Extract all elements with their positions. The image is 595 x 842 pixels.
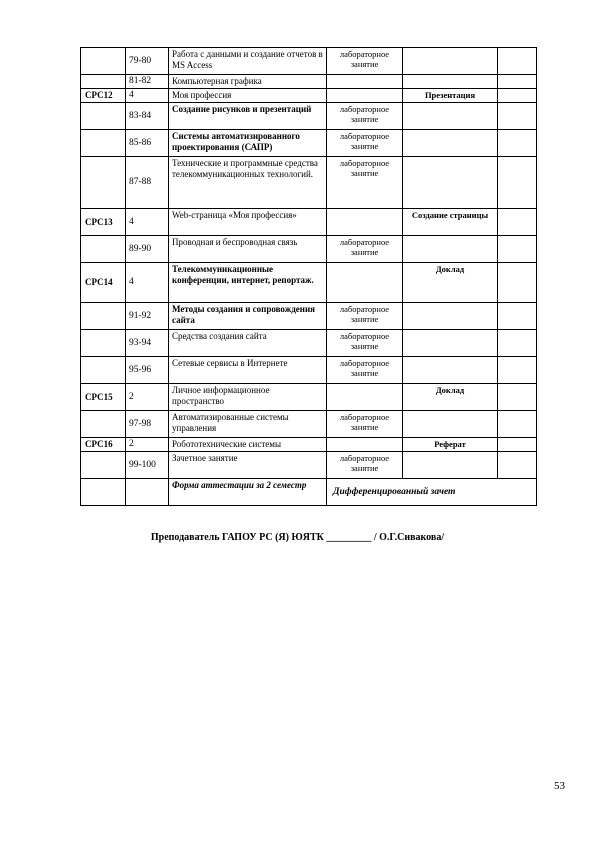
row-lesson-type	[327, 75, 403, 89]
row-topic: Компьютерная графика	[169, 75, 327, 89]
row-result: Реферат	[403, 438, 498, 452]
row-extra	[498, 48, 537, 75]
table-row	[81, 438, 537, 452]
row-lesson-type	[327, 384, 403, 411]
row-topic: Личное информационное пространство	[169, 384, 327, 411]
attestation-label: Форма аттестации за 2 семестр	[169, 479, 327, 506]
row-extra	[498, 438, 537, 452]
row-code	[81, 303, 126, 330]
row-lesson-type	[327, 209, 403, 236]
page-number: 53	[554, 780, 565, 792]
table-row	[81, 303, 537, 330]
row-lesson-type: лабораторное занятие	[327, 103, 403, 130]
row-topic: Телекоммуникационные конференции, интернет, репортаж.	[169, 263, 327, 303]
row-code: СРС13	[81, 209, 126, 236]
table-row	[81, 209, 537, 236]
row-result	[403, 75, 498, 89]
row-topic: Создание рисунков и презентаций	[169, 103, 327, 130]
row-number: 81-82	[126, 75, 169, 89]
row-code	[81, 236, 126, 263]
row-number: 4	[126, 263, 169, 303]
row-lesson-type	[327, 263, 403, 303]
table-row	[81, 103, 537, 130]
row-code	[81, 75, 126, 89]
row-code	[81, 330, 126, 357]
row-number: 87-88	[126, 157, 169, 209]
row-extra	[498, 330, 537, 357]
row-number: 79-80	[126, 48, 169, 75]
row-lesson-type	[327, 438, 403, 452]
table-row	[81, 411, 537, 438]
row-extra	[498, 75, 537, 89]
row-number: 97-98	[126, 411, 169, 438]
row-topic: Технические и программные средства телекоммуникационных технологий.	[169, 157, 327, 209]
row-number: 4	[126, 209, 169, 236]
row-extra	[498, 130, 537, 157]
row-extra	[498, 89, 537, 103]
row-lesson-type: лабораторное занятие	[327, 411, 403, 438]
row-number: 95-96	[126, 357, 169, 384]
teacher-signature-line: Преподаватель ГАПОУ РС (Я) ЮЯТК _________ / О.Г.Сивакова/	[150, 532, 445, 543]
row-lesson-type: лабораторное занятие	[327, 236, 403, 263]
row-number: 89-90	[126, 236, 169, 263]
row-extra	[498, 452, 537, 479]
table-row	[81, 130, 537, 157]
row-extra	[498, 384, 537, 411]
row-extra	[498, 157, 537, 209]
row-code: СРС12	[81, 89, 126, 103]
table-row	[81, 75, 537, 89]
row-topic: Системы автоматизированного проектирования (САПР)	[169, 130, 327, 157]
row-code	[81, 157, 126, 209]
row-number: 91-92	[126, 303, 169, 330]
row-result	[403, 357, 498, 384]
row-lesson-type: лабораторное занятие	[327, 48, 403, 75]
row-lesson-type: лабораторное занятие	[327, 303, 403, 330]
row-number: 4	[126, 89, 169, 103]
row-code: СРС16	[81, 438, 126, 452]
row-code	[81, 48, 126, 75]
final-empty-2	[126, 479, 169, 506]
row-result: Презентация	[403, 89, 498, 103]
table-row	[81, 384, 537, 411]
row-topic: Автоматизированные системы управления	[169, 411, 327, 438]
table-row	[81, 357, 537, 384]
row-lesson-type: лабораторное занятие	[327, 357, 403, 384]
row-lesson-type: лабораторное занятие	[327, 157, 403, 209]
table-row	[81, 330, 537, 357]
row-code	[81, 452, 126, 479]
row-number: 2	[126, 438, 169, 452]
row-result	[403, 303, 498, 330]
schedule-table	[80, 47, 537, 506]
row-topic: Моя профессия	[169, 89, 327, 103]
row-code	[81, 103, 126, 130]
row-lesson-type: лабораторное занятие	[327, 452, 403, 479]
row-number: 2	[126, 384, 169, 411]
row-number: 99-100	[126, 452, 169, 479]
row-code	[81, 357, 126, 384]
row-extra	[498, 303, 537, 330]
row-extra	[498, 209, 537, 236]
row-lesson-type: лабораторное занятие	[327, 130, 403, 157]
row-code: СРС14	[81, 263, 126, 303]
table-row	[81, 263, 537, 303]
table-row	[81, 452, 537, 479]
row-result: Доклад	[403, 263, 498, 303]
row-result	[403, 130, 498, 157]
row-extra	[498, 236, 537, 263]
table-row	[81, 236, 537, 263]
row-number: 83-84	[126, 103, 169, 130]
attestation-value: Дифференцированный зачет	[327, 479, 537, 506]
row-topic: Проводная и беспроводная связь	[169, 236, 327, 263]
row-result: Создание страницы	[403, 209, 498, 236]
table-row	[81, 157, 537, 209]
row-result	[403, 411, 498, 438]
table-row	[81, 48, 537, 75]
final-row	[81, 479, 537, 506]
row-result	[403, 330, 498, 357]
final-empty-1	[81, 479, 126, 506]
row-result	[403, 103, 498, 130]
row-extra	[498, 357, 537, 384]
row-extra	[498, 263, 537, 303]
row-topic: Методы создания и сопровождения сайта	[169, 303, 327, 330]
row-topic: Работа с данными и создание отчетов в MS Access	[169, 48, 327, 75]
row-result	[403, 452, 498, 479]
row-lesson-type: лабораторное занятие	[327, 330, 403, 357]
row-number: 85-86	[126, 130, 169, 157]
row-lesson-type	[327, 89, 403, 103]
row-topic: Робототехнические системы	[169, 438, 327, 452]
row-extra	[498, 411, 537, 438]
row-topic: Сетевые сервисы в Интернете	[169, 357, 327, 384]
row-code: СРС15	[81, 384, 126, 411]
row-result	[403, 236, 498, 263]
row-topic: Зачетное занятие	[169, 452, 327, 479]
row-code	[81, 130, 126, 157]
row-code	[81, 411, 126, 438]
row-number: 93-94	[126, 330, 169, 357]
row-result	[403, 48, 498, 75]
row-result: Доклад	[403, 384, 498, 411]
row-topic: Web-страница «Моя профессия»	[169, 209, 327, 236]
table-row	[81, 89, 537, 103]
row-extra	[498, 103, 537, 130]
row-result	[403, 157, 498, 209]
row-topic: Средства создания сайта	[169, 330, 327, 357]
